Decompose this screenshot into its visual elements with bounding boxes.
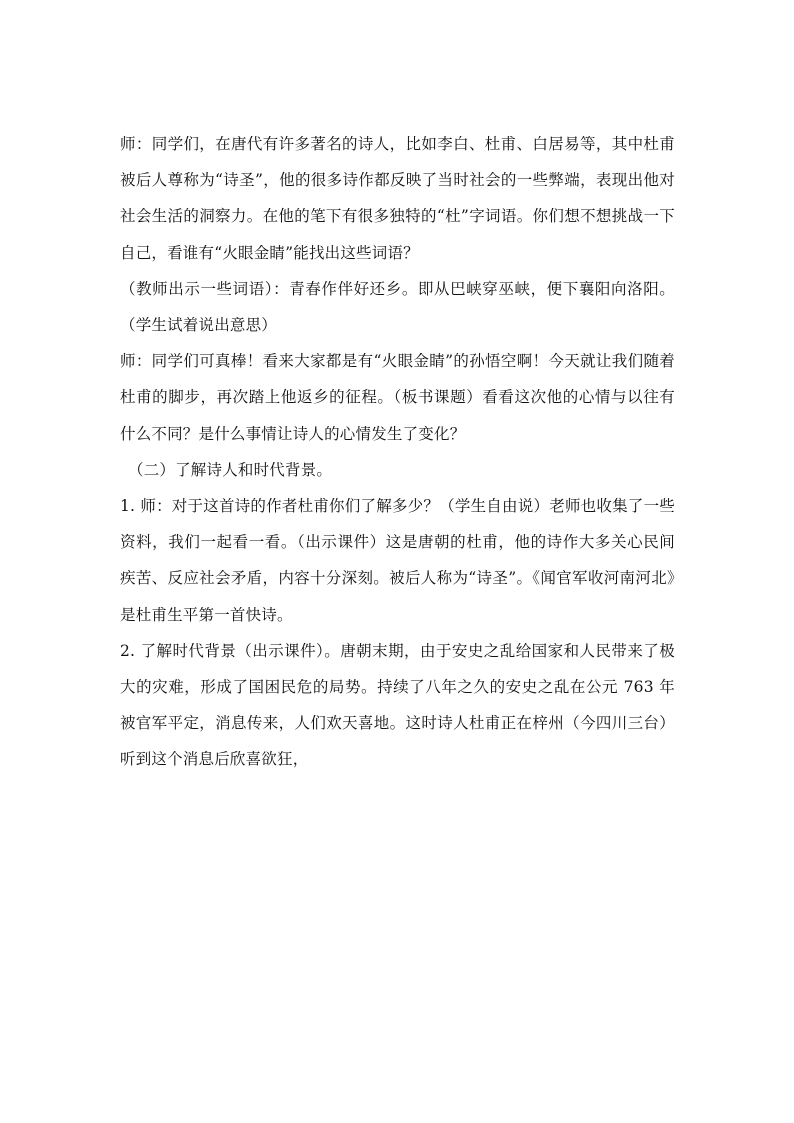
paragraph-about-poet: 1. 师：对于这首诗的作者杜甫你们了解多少？（学生自由说）老师也收集了一些资料，我们一起看一看。（出示课件）这是唐朝的杜甫，他的诗作大多关心民间疾苦、反应社会矛盾，内容十分深刻。被后人称为“诗圣”。《闻官军收河南河北》是杜甫生平第一首快诗。 — [120, 497, 675, 624]
paragraph-historical-background: 2. 了解时代背景（出示课件）。唐朝末期，由于安史之乱给国家和人民带来了极大的灾难，形成了国困民危的局势。持续了八年之久的安史之乱在公元 763 年被官军平定，消息传来，人们欢天喜地。这时诗人杜甫正在梓州（今四川三台）听到这个消息后欣喜欲狂， — [120, 641, 675, 769]
paragraph-teacher-praise: 师：同学们可真棒！看来大家都是有“火眼金睛”的孙悟空啊！今天就让我们随着杜甫的脚步，再次踏上他返乡的征程。（板书课题）看看这次他的心情与以往有什么不同？是什么事情让诗人的心情发生了变化？ — [120, 352, 675, 443]
document-body — [120, 126, 675, 778]
paragraph-teacher-intro: 师：同学们，在唐代有许多著名的诗人，比如李白、杜甫、白居易等，其中杜甫被后人尊称为“诗圣”，他的很多诗作都反映了当时社会的一些弊端，表现出他对社会生活的洞察力。在他的笔下有很多独特的“杜”字词语。你们想不想挑战一下自己，看谁有“火眼金睛”能找出这些词语？ — [120, 135, 675, 262]
section-heading-background: （二）了解诗人和时代背景。 — [128, 460, 333, 479]
paragraph-show-phrases: （教师出示一些词语）：青春作伴好还乡。即从巴峡穿巫峡，便下襄阳向洛阳。（学生试着说出意思） — [120, 279, 675, 335]
